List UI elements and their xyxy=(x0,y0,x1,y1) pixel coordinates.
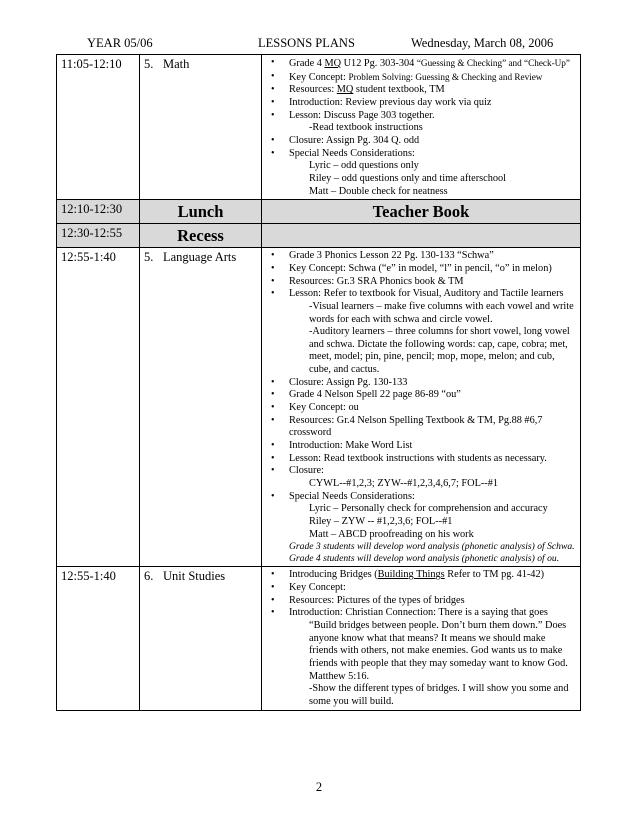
text-run: Building Things xyxy=(377,569,445,581)
text-run: MQ xyxy=(324,58,342,69)
subject-cell xyxy=(140,567,262,710)
bullet-item: • Introduction: Make Word List xyxy=(266,440,576,453)
schedule-row xyxy=(57,55,581,200)
subject-number: 5. xyxy=(144,250,154,265)
sub-item: Matt – Double check for neatness xyxy=(309,185,448,197)
bullet-item: • Closure: Assign Pg. 130-133 xyxy=(266,377,576,390)
bullet-item: • Special Needs Considerations: xyxy=(266,148,576,161)
page-number: 2 xyxy=(315,780,323,794)
bullet-item: • Introduction: Christian Connection: There is a saying that goes xyxy=(266,607,576,620)
time-slot: 12:30-12:55 xyxy=(57,224,140,248)
subject-name: Unit Studies xyxy=(163,569,226,584)
text-run: Introducing Bridges ( xyxy=(289,569,378,581)
bullet-item: • Key Concept: Schwa (“e” in model, “l” in pencil, “o” in melon) xyxy=(266,263,576,276)
text-run: Refer to TM pg. 41-42) xyxy=(444,569,545,581)
bullet-item: • Introduction: Review previous day work via quiz xyxy=(266,97,576,110)
bullet-item: • Resources: Pictures of the types of bridges xyxy=(266,595,576,608)
sub-item: -Read textbook instructions xyxy=(309,122,423,134)
date-label: Wednesday, March 08, 2006 xyxy=(411,36,554,50)
text-run: “Guessing & Checking” and “Check-Up” xyxy=(416,58,570,68)
subject-name: Math xyxy=(163,57,190,71)
sub-item: Matt – ABCD proofreading on his work xyxy=(309,528,474,540)
bullet-item: • Lesson: Read textbook instructions with students as necessary. xyxy=(266,453,576,466)
schedule-row xyxy=(57,224,581,248)
bullet-item: • Lesson: Discuss Page 303 together. xyxy=(266,110,576,123)
year-label: YEAR 05/06 xyxy=(87,36,153,50)
bullet-item xyxy=(266,71,576,85)
subject-cell xyxy=(140,55,262,200)
subject-name: Language Arts xyxy=(163,250,237,265)
bullet-item: • Closure: Assign Pg. 304 Q. odd xyxy=(266,135,576,148)
bullet-item xyxy=(266,84,576,97)
objective-note: Grade 4 students will develop word analysis (phonetic analysis) of ou. xyxy=(289,553,560,565)
break-label: Recess xyxy=(140,224,262,248)
schedule-row xyxy=(57,200,581,224)
lesson-content xyxy=(262,55,581,200)
bullet-item: • Special Needs Considerations: xyxy=(266,491,576,504)
sub-item: -Auditory learners – three columns for short vowel, long vowel and schwa. Dictate the following words: cap, cape, cobra; met, meet, model; pin, pine, pencil; mop, mope, melon; and cub, cube, and cactus. xyxy=(309,326,570,376)
sub-item: “Build bridges between people. Don’t burn them down.” Does anyone know what that means? It means we should make friends with others, not make enemies. God wants us to make friends with people that they may someday want to know God. Matthew 5:16. xyxy=(309,619,568,682)
bullet-item: • Resources: Gr.4 Nelson Spelling Textbook & TM, Pg.88 #6,7 crossword xyxy=(266,415,576,440)
schedule-row xyxy=(57,248,581,567)
text-run: Grade 4 xyxy=(289,58,325,69)
page-header xyxy=(0,36,638,52)
time-slot: 12:55-1:40 xyxy=(57,567,140,710)
lesson-content xyxy=(262,567,581,710)
text-run: Key Concept: xyxy=(289,71,349,83)
bullet-item xyxy=(266,569,576,582)
text-run: Problem Solving: Guessing & Checking and Review xyxy=(348,71,543,82)
time-slot: 12:55-1:40 xyxy=(57,248,140,567)
sub-item: Riley – ZYW -- #1,2,3,6; FOL--#1 xyxy=(309,516,453,527)
sub-item: -Show the different types of bridges. I will show you some and some you will build. xyxy=(309,683,569,707)
break-note: Teacher Book xyxy=(262,200,581,224)
sub-item: Riley – odd questions only and time afterschool xyxy=(309,172,507,184)
bullet-item: • Closure: xyxy=(266,465,576,478)
bullet-item: • Key Concept: ou xyxy=(266,402,576,415)
sub-item: Lyric – Personally check for comprehension and accuracy xyxy=(309,503,548,515)
objective-note: Grade 3 students will develop word analysis (phonetic analysis) of Schwa. xyxy=(289,541,575,553)
bullet-item: • Grade 4 Nelson Spell 22 page 86-89 “ou” xyxy=(266,389,576,402)
bullet-item xyxy=(266,57,576,71)
sub-item: CYWL--#1,2,3; ZYW--#1,2,3,4,6,7; FOL--#1 xyxy=(309,478,499,490)
text-run: student textbook, TM xyxy=(353,84,445,96)
text-run: MQ xyxy=(336,84,354,96)
text-run: Resources: xyxy=(289,84,337,96)
sub-item: Lyric – odd questions only xyxy=(309,160,419,172)
time-slot: 12:10-12:30 xyxy=(57,200,140,224)
lesson-content xyxy=(262,248,581,567)
schedule-row xyxy=(57,567,581,710)
subject-number: 5. xyxy=(144,57,154,71)
bullet-item: • Key Concept: xyxy=(266,582,576,595)
break-label: Lunch xyxy=(140,200,262,224)
bullet-item: • Grade 3 Phonics Lesson 22 Pg. 130-133 “Schwa” xyxy=(266,250,576,263)
document-title: LESSONS PLANS xyxy=(258,36,355,50)
subject-number: 6. xyxy=(144,569,154,584)
subject-cell xyxy=(140,248,262,567)
break-note xyxy=(262,224,581,248)
time-slot: 11:05-12:10 xyxy=(57,55,140,200)
lesson-plan-table xyxy=(56,54,581,711)
text-run: U12 Pg. 303-304 xyxy=(341,58,417,69)
sub-item: -Visual learners – make five columns with each vowel and write words for each with schwa and circle vowel. xyxy=(309,300,574,325)
bullet-item: • Lesson: Refer to textbook for Visual, Auditory and Tactile learners xyxy=(266,288,576,301)
bullet-item: • Resources: Gr.3 SRA Phonics book & TM xyxy=(266,276,576,289)
